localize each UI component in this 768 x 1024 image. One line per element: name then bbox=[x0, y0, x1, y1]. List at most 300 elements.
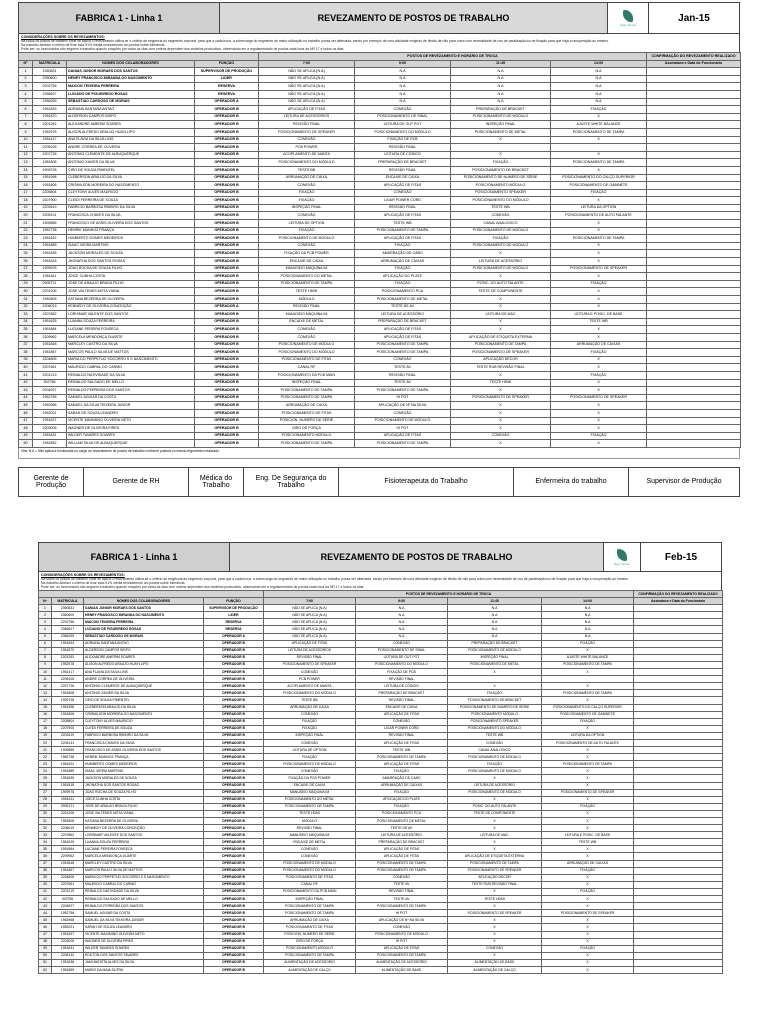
row-post-11h45: N.A bbox=[451, 83, 551, 91]
row-number: 34 bbox=[39, 839, 52, 846]
row-post-9h: CONEXÃO bbox=[356, 718, 448, 725]
row-post-11h45: FIXAÇÃO bbox=[448, 761, 542, 768]
row-confirmation[interactable] bbox=[647, 128, 741, 136]
row-confirmation[interactable] bbox=[634, 704, 723, 711]
row-post-7h: POSICIONAMENTO DE MODULO bbox=[259, 235, 355, 243]
row-post-7h: POSICIONAMENTO DE TAMPA bbox=[264, 952, 356, 959]
table-row bbox=[39, 917, 723, 924]
row-confirmation[interactable] bbox=[647, 258, 741, 266]
row-confirmation[interactable] bbox=[647, 440, 741, 448]
row-confirmation[interactable] bbox=[647, 75, 741, 83]
row-confirmation[interactable] bbox=[647, 356, 741, 364]
row-confirmation[interactable] bbox=[634, 718, 723, 725]
row-employee-name: CLEIDI FERREIRA DE SOUZA bbox=[84, 725, 204, 732]
row-post-14h: FIXAÇÃO bbox=[542, 803, 634, 810]
row-post-9h: TESTE DE AV bbox=[356, 825, 448, 832]
row-function: OPERADOR B bbox=[195, 265, 259, 273]
row-post-9h: N.A bbox=[355, 68, 451, 76]
row-post-9h: APLICAÇÃO DE FITAS bbox=[356, 853, 448, 860]
row-matricula: 1951833 bbox=[33, 106, 67, 114]
row-matricula: 2209962 bbox=[52, 853, 84, 860]
row-employee-name: CLEYTONY ALVES MAURICIO bbox=[67, 189, 195, 197]
row-confirmation[interactable] bbox=[634, 917, 723, 924]
row-post-9h: POSICIONAMENTO DE TAMPA bbox=[355, 227, 451, 235]
row-post-11h45: X bbox=[448, 888, 542, 895]
row-confirmation[interactable] bbox=[634, 633, 723, 640]
row-post-9h: APLICAÇÃO DE FITAS bbox=[356, 711, 448, 718]
table-row bbox=[39, 732, 723, 739]
row-function: OPERADOR B bbox=[195, 394, 259, 402]
row-post-14h: LEITURA E POSIC. DE BASE bbox=[551, 311, 647, 319]
row-confirmation[interactable] bbox=[634, 640, 723, 647]
row-post-7h: CONEXÃO bbox=[264, 768, 356, 775]
row-confirmation[interactable] bbox=[647, 174, 741, 182]
row-post-9h: N.A bbox=[356, 612, 448, 619]
row-function: OPERADOR B bbox=[195, 189, 259, 197]
row-confirmation[interactable] bbox=[647, 121, 741, 129]
row-post-7h: FIXAÇÃO bbox=[264, 754, 356, 761]
table-row bbox=[39, 860, 723, 867]
row-post-9h: N.A bbox=[356, 633, 448, 640]
row-confirmation[interactable] bbox=[647, 250, 741, 258]
row-number: 13 bbox=[19, 159, 33, 167]
row-confirmation[interactable] bbox=[634, 739, 723, 746]
row-post-14h: X bbox=[542, 775, 634, 782]
row-post-9h: CONEXÃO bbox=[356, 640, 448, 647]
row-post-14h: LEITURA DA OPTION bbox=[551, 204, 647, 212]
row-number: 3 bbox=[19, 83, 33, 91]
row-function: OPERADOR B bbox=[204, 881, 264, 888]
row-number: 26 bbox=[39, 782, 52, 789]
row-function: OPERADOR B bbox=[195, 113, 259, 121]
row-confirmation[interactable] bbox=[647, 151, 741, 159]
row-number: 50 bbox=[19, 440, 33, 448]
row-post-11h45: X bbox=[448, 683, 542, 690]
row-post-7h: POSICIONAMENTO DO MÓDULO bbox=[264, 867, 356, 874]
row-confirmation[interactable] bbox=[647, 242, 741, 250]
row-confirmation[interactable] bbox=[634, 725, 723, 732]
row-confirmation[interactable] bbox=[647, 136, 741, 144]
row-confirmation[interactable] bbox=[647, 394, 741, 402]
col-time-4-header: 14:00 bbox=[551, 60, 647, 68]
row-post-11h45 bbox=[451, 144, 551, 152]
row-confirmation[interactable] bbox=[647, 379, 741, 387]
row-employee-name: MARCELA MENDONÇA DUARTE bbox=[67, 333, 195, 341]
row-number: 20 bbox=[39, 739, 52, 746]
row-function: OPERADOR B bbox=[204, 938, 264, 945]
row-confirmation[interactable] bbox=[634, 818, 723, 825]
signature-nurse: Enfermeira do trabalho bbox=[514, 468, 629, 496]
row-confirmation[interactable] bbox=[634, 768, 723, 775]
row-confirmation[interactable] bbox=[634, 910, 723, 917]
row-confirmation[interactable] bbox=[647, 333, 741, 341]
row-confirmation[interactable] bbox=[634, 683, 723, 690]
row-post-11h45: TESTE DE COMPONENTE bbox=[448, 810, 542, 817]
row-employee-name: REINALDO FERREIRA DOS SANTOS bbox=[67, 387, 195, 395]
row-confirmation[interactable] bbox=[634, 896, 723, 903]
row-confirmation[interactable] bbox=[647, 326, 741, 334]
row-confirmation[interactable] bbox=[647, 280, 741, 288]
row-confirmation[interactable] bbox=[647, 387, 741, 395]
row-confirmation[interactable] bbox=[647, 68, 741, 76]
row-number: 39 bbox=[19, 356, 33, 364]
row-post-9h: N.A bbox=[355, 90, 451, 98]
row-confirmation[interactable] bbox=[647, 364, 741, 372]
row-employee-name: MAURICIO CABRAL DO CARMO bbox=[67, 364, 195, 372]
row-employee-name: MAICON TEIXEIRA FERREIRA bbox=[84, 619, 204, 626]
row-post-9h: FIXAÇÃO bbox=[355, 242, 451, 250]
table-row bbox=[39, 874, 723, 881]
row-post-14h: X bbox=[542, 782, 634, 789]
row-post-9h: CONEXÃO bbox=[356, 874, 448, 881]
row-number: 25 bbox=[39, 775, 52, 782]
row-confirmation[interactable] bbox=[647, 182, 741, 190]
table-row bbox=[19, 144, 741, 152]
row-post-14h: X bbox=[542, 917, 634, 924]
row-confirmation[interactable] bbox=[634, 619, 723, 626]
row-function: OPERADOR B bbox=[204, 803, 264, 810]
row-employee-name: CLEYTONY ALVES MAURICIO bbox=[84, 718, 204, 725]
row-post-9h: APLICAÇÃO DE FITAS bbox=[355, 235, 451, 243]
col-confirm-header: Assinatura e Data do Funcionário bbox=[647, 60, 741, 68]
row-confirmation[interactable] bbox=[634, 924, 723, 931]
row-confirmation[interactable] bbox=[647, 265, 741, 273]
table-row bbox=[19, 425, 741, 433]
row-confirmation[interactable] bbox=[634, 605, 723, 612]
row-confirmation[interactable] bbox=[634, 747, 723, 754]
row-confirmation[interactable] bbox=[634, 903, 723, 910]
row-confirmation[interactable] bbox=[647, 432, 741, 440]
row-confirmation[interactable] bbox=[647, 303, 741, 311]
table-row bbox=[39, 690, 723, 697]
row-confirmation[interactable] bbox=[647, 106, 741, 114]
row-confirmation[interactable] bbox=[634, 839, 723, 846]
row-confirmation[interactable] bbox=[647, 402, 741, 410]
row-post-11h45: X bbox=[448, 952, 542, 959]
row-confirmation[interactable] bbox=[634, 952, 723, 959]
row-number: 14 bbox=[39, 697, 52, 704]
row-confirmation[interactable] bbox=[647, 90, 741, 98]
row-employee-name: JACKSON MORALES DE SOUZA bbox=[84, 775, 204, 782]
row-confirmation[interactable] bbox=[634, 959, 723, 966]
row-function: OPERADOR B bbox=[195, 280, 259, 288]
row-confirmation[interactable] bbox=[634, 832, 723, 839]
row-confirmation[interactable] bbox=[634, 846, 723, 853]
row-confirmation[interactable] bbox=[647, 349, 741, 357]
row-confirmation[interactable] bbox=[634, 789, 723, 796]
row-post-9h: N.A bbox=[356, 605, 448, 612]
row-employee-name: SARAH DE SOUZA LEANDRO bbox=[67, 409, 195, 417]
row-confirmation[interactable] bbox=[634, 945, 723, 952]
row-post-14h: FIXAÇÃO bbox=[551, 371, 647, 379]
row-post-7h: TESTE BB bbox=[264, 697, 356, 704]
row-confirmation[interactable] bbox=[634, 881, 723, 888]
row-function: OPERADOR B bbox=[204, 810, 264, 817]
row-employee-name: ADRIANA SANTANA ANTAO bbox=[67, 106, 195, 114]
row-post-14h: TESTE WB bbox=[551, 318, 647, 326]
row-post-11h45: FIXAÇÃO bbox=[448, 690, 542, 697]
row-post-9h: POSICIONAMENTO DE SINAL bbox=[355, 113, 451, 121]
row-post-7h: POSICIONAMENTO DE TAMPA bbox=[259, 394, 355, 402]
row-confirmation[interactable] bbox=[647, 371, 741, 379]
row-confirmation[interactable] bbox=[634, 931, 723, 938]
row-post-9h: FIXAÇÃO bbox=[356, 803, 448, 810]
row-post-14h: X bbox=[551, 387, 647, 395]
row-post-7h: POSICIONAMENTO DE TAMPA bbox=[259, 387, 355, 395]
row-confirmation[interactable] bbox=[647, 204, 741, 212]
row-post-9h: LIGAR POWER CORD bbox=[355, 197, 451, 205]
row-post-14h: X bbox=[542, 647, 634, 654]
row-post-14h: X bbox=[542, 825, 634, 832]
row-post-14h: N.A bbox=[551, 75, 647, 83]
row-confirmation[interactable] bbox=[647, 409, 741, 417]
row-matricula: 1951835 bbox=[33, 250, 67, 258]
row-post-14h: POSICIONAMENTO DO CALÇO SUPERIOR bbox=[542, 704, 634, 711]
row-number: 27 bbox=[39, 789, 52, 796]
row-confirmation[interactable] bbox=[634, 661, 723, 668]
row-number: 6 bbox=[19, 106, 33, 114]
row-number: 27 bbox=[19, 265, 33, 273]
row-matricula: 1952968 bbox=[33, 402, 67, 410]
row-post-14h: FIXAÇÃO bbox=[551, 432, 647, 440]
row-function: OPERADOR B bbox=[204, 754, 264, 761]
row-post-7h: POSICIONAMENTO DE TAMPA bbox=[259, 280, 355, 288]
row-matricula: 2205105 bbox=[52, 676, 84, 683]
row-post-11h45: CONEXÃO bbox=[448, 739, 542, 746]
ergo-smart-logo bbox=[604, 543, 641, 571]
row-number: 29 bbox=[39, 803, 52, 810]
row-employee-name: SARAH DE SOUZA LEANDRO bbox=[84, 924, 204, 931]
revezamento-sheet-february bbox=[38, 542, 722, 1024]
row-post-11h45: X bbox=[451, 318, 551, 326]
considerations-line: Pode ser, os funcionários não seguem a trabalho quando rotações por todos as dias com ordens dependem dos modelos produzidos, observando em a regulamentado de postos cada hora da NR 17 e todos os dias. bbox=[21, 47, 345, 51]
row-post-9h: POSICIONAMENTO DE TAMPA bbox=[355, 387, 451, 395]
row-number: 51 bbox=[39, 959, 52, 966]
row-confirmation[interactable] bbox=[634, 690, 723, 697]
row-confirmation[interactable] bbox=[634, 761, 723, 768]
row-post-9h: POSICIONAMENTO DE TAMPA bbox=[356, 867, 448, 874]
row-function: OPERADOR B bbox=[195, 288, 259, 296]
row-post-9h: REVISÃO FINAL bbox=[355, 371, 451, 379]
row-function: SUPERVISOR DE PRODUÇÃO bbox=[195, 68, 259, 76]
row-confirmation[interactable] bbox=[647, 227, 741, 235]
row-employee-name: MARCELA MENDONÇA DUARTE bbox=[84, 853, 204, 860]
row-function: OPERADOR B bbox=[204, 661, 264, 668]
table-row bbox=[39, 640, 723, 647]
row-matricula: 2206019 bbox=[52, 825, 84, 832]
row-post-11h45: TESTE RUB REVISÃO FINAL bbox=[451, 364, 551, 372]
row-confirmation[interactable] bbox=[647, 144, 741, 152]
row-post-7h: CANAL RF bbox=[259, 364, 355, 372]
row-confirmation[interactable] bbox=[634, 626, 723, 633]
row-number: 35 bbox=[39, 846, 52, 853]
row-matricula: 2205804 bbox=[52, 718, 84, 725]
row-number: 11 bbox=[39, 676, 52, 683]
row-confirmation[interactable] bbox=[634, 676, 723, 683]
row-employee-name: KATIANA BEZERRA DE OLIVEIRA bbox=[67, 296, 195, 304]
row-confirmation[interactable] bbox=[634, 732, 723, 739]
row-matricula: 1951884 bbox=[52, 846, 84, 853]
row-confirmation[interactable] bbox=[634, 697, 723, 704]
row-confirmation[interactable] bbox=[647, 417, 741, 425]
row-function: OPERADOR B bbox=[195, 387, 259, 395]
row-post-9h: APLICAÇÃO DO PLATE bbox=[356, 796, 448, 803]
row-matricula: 2350831 bbox=[52, 605, 84, 612]
row-post-7h: POSICIONAMENTO DO METAL bbox=[259, 273, 355, 281]
row-confirmation[interactable] bbox=[634, 853, 723, 860]
row-confirmation[interactable] bbox=[634, 867, 723, 874]
row-number: 4 bbox=[39, 626, 52, 633]
row-confirmation[interactable] bbox=[634, 888, 723, 895]
row-function: OPERADOR B bbox=[195, 371, 259, 379]
row-matricula: 2205804 bbox=[33, 189, 67, 197]
table-row bbox=[19, 128, 741, 136]
table-row bbox=[19, 212, 741, 220]
row-post-14h: X bbox=[551, 136, 647, 144]
row-confirmation[interactable] bbox=[634, 782, 723, 789]
row-post-7h: POSICIONAMENTO DE SPEAKER bbox=[259, 128, 355, 136]
row-post-14h: FIXAÇÃO bbox=[551, 349, 647, 357]
row-post-7h: POSICIONAMENTO DE MODULO bbox=[259, 341, 355, 349]
row-confirmation[interactable] bbox=[647, 220, 741, 228]
row-post-7h: POSICIONAMENTO DO MÓDULO bbox=[264, 690, 356, 697]
row-function: OPERADOR B bbox=[204, 839, 264, 846]
row-confirmation[interactable] bbox=[634, 860, 723, 867]
row-post-14h: LEITURA E POSIC. DE BASE bbox=[542, 832, 634, 839]
row-matricula: 2201262 bbox=[33, 121, 67, 129]
row-confirmation[interactable] bbox=[647, 98, 741, 106]
row-confirmation[interactable] bbox=[634, 938, 723, 945]
row-confirmation[interactable] bbox=[634, 754, 723, 761]
row-post-7h: POSICIONAMENTO DA PCB MAIN bbox=[259, 371, 355, 379]
table-row bbox=[39, 605, 723, 612]
row-number: 44 bbox=[39, 910, 52, 917]
row-post-11h45: POSIC. DO AUTO FALANTE bbox=[448, 803, 542, 810]
row-function: OPERADOR B bbox=[195, 333, 259, 341]
row-matricula: 2356627 bbox=[33, 90, 67, 98]
row-confirmation[interactable] bbox=[647, 212, 741, 220]
row-function: OPERADOR B bbox=[195, 106, 259, 114]
row-confirmation[interactable] bbox=[634, 810, 723, 817]
row-confirmation[interactable] bbox=[647, 288, 741, 296]
col-time-4-header: 14:00 bbox=[542, 598, 634, 605]
row-number: 43 bbox=[19, 387, 33, 395]
row-function: RESERVA bbox=[195, 90, 259, 98]
row-function: OPERADOR B bbox=[195, 341, 259, 349]
row-matricula: 2202619 bbox=[33, 204, 67, 212]
row-confirmation[interactable] bbox=[634, 825, 723, 832]
row-confirmation[interactable] bbox=[634, 711, 723, 718]
table-row bbox=[19, 371, 741, 379]
row-number: 44 bbox=[19, 394, 33, 402]
row-confirmation[interactable] bbox=[634, 803, 723, 810]
leaf-icon bbox=[623, 10, 633, 22]
row-confirmation[interactable] bbox=[647, 273, 741, 281]
sheet-title: REVEZAMENTO DE POSTOS DE TRABALHO bbox=[230, 543, 604, 571]
row-post-7h: ALIMENTAÇÃO DE CALÇO bbox=[264, 966, 356, 973]
row-confirmation[interactable] bbox=[647, 318, 741, 326]
col-time-2-header: 9:00 bbox=[355, 60, 451, 68]
row-confirmation[interactable] bbox=[647, 425, 741, 433]
row-number: 43 bbox=[39, 903, 52, 910]
row-employee-name: FRANCISCO DE ASSIS OLIVEIRA DOS SANTOS bbox=[67, 220, 195, 228]
row-function: OPERADOR B bbox=[195, 356, 259, 364]
row-confirmation[interactable] bbox=[647, 189, 741, 197]
row-post-9h: APLICAÇÃO DE FITAS bbox=[355, 432, 451, 440]
row-confirmation[interactable] bbox=[634, 775, 723, 782]
row-function: OPERADOR B bbox=[204, 683, 264, 690]
row-post-9h: POSICIONAMENTO DE TAMPA bbox=[355, 440, 451, 448]
row-matricula: 2207661 bbox=[52, 881, 84, 888]
row-post-9h: PREPARAÇÃO DE BRACKET bbox=[355, 159, 451, 167]
row-number: 15 bbox=[19, 174, 33, 182]
row-post-11h45: N.A bbox=[448, 619, 542, 626]
row-confirmation[interactable] bbox=[647, 166, 741, 174]
factory-line-label: FABRICA 1 - Linha 1 bbox=[19, 3, 220, 33]
row-function: OPERADOR B bbox=[195, 326, 259, 334]
table-row bbox=[39, 633, 723, 640]
row-employee-name: ANA FLAVIA DA SILVA LINS bbox=[84, 669, 204, 676]
table-row bbox=[19, 387, 741, 395]
row-function: OPERADOR B bbox=[195, 425, 259, 433]
table-row bbox=[39, 669, 723, 676]
row-post-14h: N.A bbox=[542, 619, 634, 626]
row-confirmation[interactable] bbox=[634, 796, 723, 803]
row-confirmation[interactable] bbox=[634, 654, 723, 661]
row-post-11h45: LEITURA DE MAC bbox=[451, 311, 551, 319]
row-number: 46 bbox=[39, 924, 52, 931]
row-confirmation[interactable] bbox=[647, 83, 741, 91]
row-confirmation[interactable] bbox=[647, 341, 741, 349]
row-employee-name: HENRIK MUNHOZ FRANÇA bbox=[67, 227, 195, 235]
row-number: 11 bbox=[19, 144, 33, 152]
row-confirmation[interactable] bbox=[634, 966, 723, 973]
row-post-14h: FIXAÇÃO bbox=[542, 888, 634, 895]
row-number: 39 bbox=[39, 874, 52, 881]
row-post-7h: ENCAIXE DE METAL bbox=[264, 839, 356, 846]
row-post-14h: X bbox=[542, 853, 634, 860]
row-post-11h45: APLICAÇÃO DE ETIQUETA EXTERNA bbox=[448, 853, 542, 860]
row-confirmation[interactable] bbox=[634, 647, 723, 654]
row-number: 18 bbox=[39, 725, 52, 732]
row-function: OPERADOR B bbox=[204, 768, 264, 775]
row-post-9h: REVISÃO FINAL bbox=[356, 732, 448, 739]
row-number: 20 bbox=[19, 212, 33, 220]
table-row bbox=[19, 341, 741, 349]
row-confirmation[interactable] bbox=[647, 159, 741, 167]
row-confirmation[interactable] bbox=[647, 311, 741, 319]
row-post-11h45: POSICIONAMENTO DE BRACKET bbox=[451, 166, 551, 174]
row-confirmation[interactable] bbox=[647, 235, 741, 243]
row-post-11h45: X bbox=[448, 775, 542, 782]
table-row bbox=[39, 704, 723, 711]
row-number: 45 bbox=[39, 917, 52, 924]
row-employee-name: MAICON TEIXEIRA FERREIRA bbox=[67, 83, 195, 91]
row-confirmation[interactable] bbox=[647, 296, 741, 304]
row-employee-name: WILDER TAVARES SOARES bbox=[67, 432, 195, 440]
row-confirmation[interactable] bbox=[647, 197, 741, 205]
row-confirmation[interactable] bbox=[634, 669, 723, 676]
row-post-9h: APLICAÇÃO DE FITAS bbox=[355, 326, 451, 334]
row-confirmation[interactable] bbox=[634, 612, 723, 619]
table-row bbox=[19, 318, 741, 326]
row-post-7h: POSICION. NUMERO DE SÉRIE bbox=[264, 931, 356, 938]
row-confirmation[interactable] bbox=[647, 113, 741, 121]
row-post-14h: POSICIONAMENTO DE SPEAKER bbox=[542, 789, 634, 796]
row-post-9h: POSICIONAMENTO DE TAMPA bbox=[356, 754, 448, 761]
row-matricula: 1951625 bbox=[52, 839, 84, 846]
row-confirmation[interactable] bbox=[634, 874, 723, 881]
